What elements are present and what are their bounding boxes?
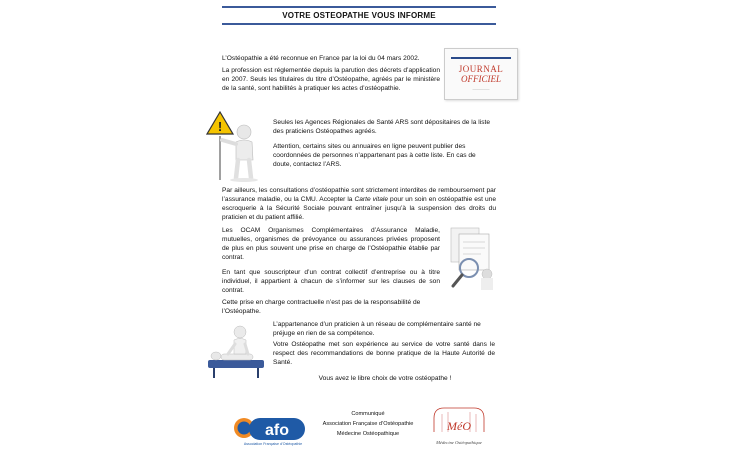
- intro-regulation-text: La profession est réglementée depuis la parution des décrets d’application en 2007. Seuls les titulaires du titre d’Ostéopathe, agréés par le ministère de la santé, sont habilités à pratiquer les actes d’ostéopathie.: [222, 67, 440, 92]
- reimbursement-text: [222, 186, 496, 222]
- mo-logo-mark: [428, 402, 490, 448]
- insurance-documents-icon: [447, 224, 497, 294]
- warning-sign-figure-icon: [206, 110, 266, 184]
- reimbursement-text-b: pour un soin en ostéopathie est une escroquerie à la Sécurité Sociale pouvant entraîner jusqu’à la suspension des droits du praticien et du patient affilié.: [222, 196, 497, 221]
- communique-label: Communiqué: [351, 411, 385, 417]
- org-mo-label: Médecine Ostéopathique: [336, 431, 400, 437]
- medecine-osteopathique-logo: [428, 402, 490, 448]
- journal-officiel-logo: [444, 48, 518, 100]
- top-rule: [222, 6, 496, 8]
- free-choice-text: Vous avez le libre choix de votre ostéopathe !: [318, 375, 452, 382]
- mo-logo-text: MéO: [447, 419, 471, 433]
- mo-logo-subtitle: Médecine Ostéopathique: [436, 440, 482, 445]
- journal-logo-small: ────────: [472, 87, 490, 91]
- osteopath-treatment-icon: [204, 324, 268, 380]
- org-afo-label: Association Française d’Ostéopathie: [322, 421, 414, 427]
- svg-text:!: !: [217, 119, 223, 134]
- footer-communique: [318, 409, 418, 439]
- page-title: VOTRE OSTEOPATHE VOUS INFORME: [282, 11, 436, 20]
- contract-text: En tant que souscripteur d’un contrat collectif d’entreprise ou à titre individuel, il appartient à chacun de s’informer sur les clauses de son contrat.: [222, 269, 440, 294]
- ars-list-text: Seules les Agences Régionales de Santé ARS sont dépositaires de la liste des praticiens Ostéopathes agréés.: [273, 119, 490, 135]
- network-text: L’appartenance d’un praticien à un réseau de complémentaire santé ne préjuge en rien de sa compétence.: [273, 321, 481, 337]
- afo-logo-mark: [233, 413, 309, 447]
- responsibility-text: Cette prise en charge contractuelle n’est pas de la responsabilité de l’Ostéopathe.: [222, 299, 421, 315]
- experience-text: Votre Ostéopathe met son expérience au service de votre santé dans le respect des recommandations de bonne pratique de la Haute Autorité de Santé.: [273, 341, 495, 366]
- afo-logo: [233, 413, 309, 447]
- journal-logo-bar: [451, 57, 511, 59]
- reimbursement-text-a: Par ailleurs, les consultations d’ostéopathie sont strictement interdites de remboursement par l’assurance maladie, ou la CMU. Accepter la: [222, 187, 496, 203]
- intro-law-text: L’Ostéopathie a été reconnue en France par la loi du 04 mars 2002.: [222, 55, 420, 62]
- title-underline: [222, 23, 496, 25]
- journal-logo-line2: OFFICIEL: [461, 74, 501, 84]
- carte-vitale-text: Carte vitale: [354, 196, 389, 203]
- journal-logo-line1: JOURNAL: [458, 64, 504, 74]
- afo-logo-text: afo: [265, 422, 289, 439]
- afo-logo-subtitle: Association Française d’Ostéopathie: [243, 442, 303, 446]
- ocam-text: Les OCAM Organismes Complémentaires d’Assurance Maladie, mutuelles, organismes de prévoyance ou assurances privées proposent de plus en plus souvent une prise en charge de l’Ostéopathie établie par contrat.: [222, 227, 440, 261]
- ars-warning-text: Attention, certains sites ou annuaires en ligne peuvent publier des coordonnées de personnes n’appartenant pas à cette liste. En cas de doute, contactez l’ARS.: [273, 143, 476, 168]
